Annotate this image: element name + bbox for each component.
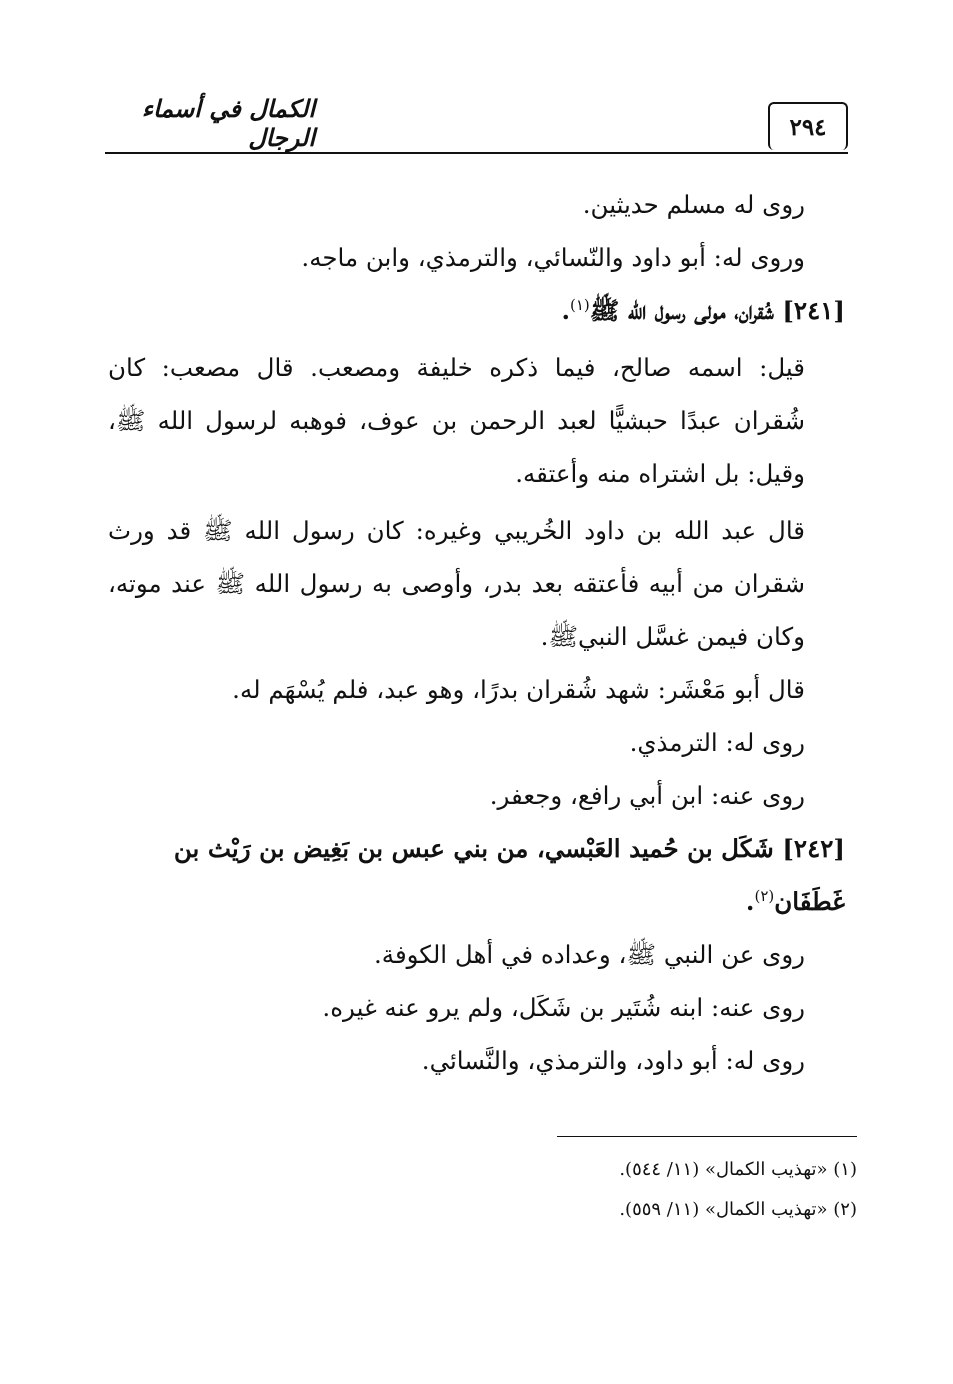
book-title-calligraphy: الكمال في أسماء الرجال xyxy=(141,94,315,152)
entry-title: شُقران، مولى رسول الله ﷺ xyxy=(589,296,774,325)
paragraph: وروى له: أبو داود والنّسائي، والترمذي، وابن ماجه. xyxy=(301,243,805,272)
paragraph: روى عنه: ابنه شُتَير بن شَكَل، ولم يرو عنه غيره. xyxy=(322,993,805,1022)
paragraph: روى له: الترمذي. xyxy=(629,728,805,757)
entry-end: . xyxy=(745,887,755,916)
entry-heading-242 xyxy=(108,822,845,928)
entry-number: [٢٤٢] xyxy=(782,834,845,863)
footnotes xyxy=(108,1150,857,1230)
entry-title: شَكَل بن حُميد العَبْسي، من بني عبس بن بَغِيض بن رَيْث بن غَطَفَان xyxy=(173,834,845,916)
paragraph: روى عنه: ابن أبي رافع، وجعفر. xyxy=(489,781,805,810)
paragraph: قال عبد الله بن داود الخُريبي وغيره: كان رسول الله ﷺ قد ورث شقران من أبيه فأعتقه بعد بدر، وأوصى به رسول الله ﷺ عند موته، وكان فيمن غسَّل النبيﷺ. xyxy=(108,516,805,651)
paragraph: قال أبو مَعْشَر: شهد شُقران بدرًا، وهو عبد، فلم يُسْهَم له. xyxy=(232,675,805,704)
footnote-ref: (١) xyxy=(569,295,590,314)
paragraph: روى عن النبي ﷺ، وعداده في أهل الكوفة. xyxy=(374,940,805,969)
header-rule xyxy=(105,152,848,154)
paragraph: روى له مسلم حديثين. xyxy=(582,190,805,219)
footnote-rule xyxy=(557,1136,857,1137)
entry-number: [٢٤١] xyxy=(782,296,845,325)
entry-end: . xyxy=(561,296,570,325)
footnote-ref: (٢) xyxy=(754,886,775,905)
paragraph: روى له: أبو داود، والترمذي، والنَّسائي. xyxy=(421,1046,805,1075)
footnote: (١) «تهذيب الكمال» (١١/ ٥٤٤). xyxy=(619,1159,857,1180)
paragraph: قيل: اسمه صالح، فيما ذكره خليفة ومصعب. قال مصعب: كان شُقران عبدًا حبشيًّا لعبد الرحمن بن عوف، فوهبه لرسول الله ﷺ، وقيل: بل اشتراه منه وأعتقه. xyxy=(108,353,805,488)
footnote: (٢) «تهذيب الكمال» (١١/ ٥٥٩). xyxy=(619,1199,857,1220)
page-body xyxy=(108,178,845,1087)
page-header xyxy=(105,92,848,154)
page-number: ٢٩٤ xyxy=(768,102,848,150)
entry-heading-241 xyxy=(108,284,845,337)
